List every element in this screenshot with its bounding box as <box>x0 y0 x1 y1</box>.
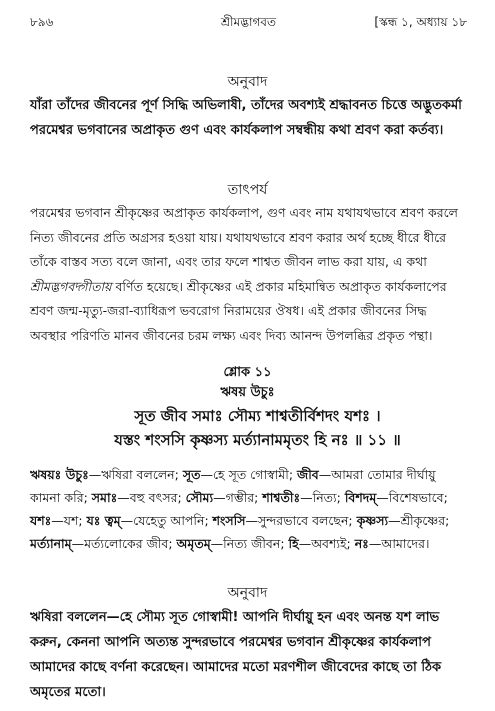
page-header <box>30 14 467 32</box>
verse-speaker: ঋষয় উচুঃ <box>220 385 275 400</box>
synonym-term: নঃ <box>354 536 369 551</box>
synonym-term: বিশদম্ <box>344 490 377 505</box>
synonym-meaning: ঋষিরা বললেন <box>101 467 175 482</box>
synonym-meaning: বহু বৎসর <box>129 490 178 505</box>
synonym-meaning: আমরা তোমার দীর্ঘায়ু কামনা করি <box>30 467 436 505</box>
synonym-term: যঃ ত্বম্ <box>86 513 121 528</box>
purport-text <box>30 201 467 348</box>
synonym-meaning: নিত্য <box>312 490 337 505</box>
translation-heading: অনুবাদ <box>227 74 268 90</box>
synonym-meaning: আমাদের <box>381 536 425 551</box>
verse-number: শ্লোক ১১ <box>223 365 272 380</box>
page-number: ৮৯৬ <box>30 15 54 29</box>
synonym-meaning: যেহেতু আপনি <box>133 513 205 528</box>
synonym-meaning: যশ <box>63 513 79 528</box>
synonym-meaning: হে সূত গোস্বামী <box>212 467 289 482</box>
translation-heading-2: অনুবাদ <box>227 585 268 601</box>
synonym-term: মর্ত্যানাম্ <box>30 536 72 551</box>
translation-text: যাঁরা তাঁদের জীবনের পূর্ণ সিদ্ধি অভিলাষী, তাঁদের অবশ্যই শ্রদ্ধাবনত চিত্তে অদ্ভুতকর্মা পরমেশ্বর ভগবানের অপ্রাকৃত গুণ এবং কার্যকলাপ সম্বন্ধীয় কথা শ্রবণ করা কর্তব্য। <box>30 98 462 138</box>
chapter-reference: [স্কন্ধ ১, অধ্যায় ১৮ <box>374 15 467 29</box>
synonym-term: ঋষয়ঃ উচুঃ <box>30 467 89 482</box>
synonym-term: যশঃ <box>30 513 52 528</box>
verse-line-1: সূত জীব সমাঃ সৌম্য শাশ্বতীর্বিশদং যশঃ । <box>134 407 381 425</box>
synonym-meaning: অবশ্যই <box>311 536 347 551</box>
verse-line-2: যস্তং শংসসি কৃষ্ণস্য মর্ত্যানামমৃতং হি নঃ ॥ ১১ ॥ <box>114 431 401 449</box>
purport-text-part-a: পরমেশ্বর ভগবান শ্রীকৃষ্ণের অপ্রাকৃত কার্যকলাপ, গুণ এবং নাম যথাযথভাবে শ্রবণ করলে নিত্য জীবনের প্রতি অগ্রসর হওয়া যায়। যথাযথভাবে শ্রবণ করার অর্থ হচ্ছে ধীরে ধীরে তাঁকে বাস্তব সত্য বলে জানা, এবং তার ফলে শাশ্বত জীবন লাভ করা যায়, এ কথা <box>30 205 458 269</box>
synonym-term: জীব <box>297 467 319 482</box>
gita-reference: শ্রীমদ্ভগবদ্গীতায় <box>30 278 112 294</box>
synonym-meaning: নিত্য জীবন <box>223 536 281 551</box>
synonyms-block: ঋষয়ঃ উচুঃ—ঋষিরা বললেন; সূত—হে সূত গোস্বামী; জীব—আমরা তোমার দীর্ঘায়ু কামনা করি; সমাঃ—বহু বৎসর; সৌম্য—গম্ভীর; শাশ্বতীঃ—নিত্য; বিশদম্—বিশেষভাবে; যশঃ—যশ; যঃ ত্বম্—যেহেতু আপনি; শংসসি—সুন্দরভাবে বলছেন; কৃষ্ণস্য—শ্রীকৃষ্ণের; মর্ত্যানাম্—মর্ত্যলোকের জীব; অমৃতম্—নিত্য জীবন; হি—অবশ্যই; নঃ—আমাদের। <box>30 467 450 551</box>
synonym-term: শংসসি <box>212 513 246 528</box>
synonym-meaning: বিশেষভাবে <box>388 490 444 505</box>
synonym-term: কৃষ্ণস্য <box>356 513 389 528</box>
synonym-term: সূত <box>182 467 201 482</box>
translation-text-2: ঋষিরা বললেন—হে সৌম্য সূত গোস্বামী! আপনি দীর্ঘায়ু হন এবং অনন্ত যশ লাভ করুন, কেননা আপনি অত্যন্ত সুন্দরভাবে পরমেশ্বর ভগবান শ্রীকৃষ্ণের কার্যকলাপ আমাদের কাছে বর্ণনা করেছেন। আমাদের মতো মরণশীল জীবেদের কাছে তা ঠিক অমৃতের মতো। <box>30 610 442 700</box>
purport-text-part-b: বর্ণিত হয়েছে। শ্রীকৃষ্ণের এই প্রকার মহিমান্বিত অপ্রাকৃত কার্যকলাপের শ্রবণ জন্ম-মৃত্যু-জরা-ব্যাধিরূপ ভবরোগ নিরাময়ের ঔষধ। এই প্রকার জীবনের সিদ্ধ অবস্থার পরিণতি মানব জীবনের চরম লক্ষ্য এবং দিব্য আনন্দ উপলব্ধির প্রকৃত পন্থা। <box>30 278 447 343</box>
purport-heading: তাৎপর্য <box>227 182 268 198</box>
synonym-meaning: সুন্দরভাবে বলছেন <box>258 513 349 528</box>
synonym-term: সৌম্য <box>185 490 214 505</box>
synonym-meaning: মর্ত্যলোকের জীব <box>84 536 169 551</box>
synonym-term: হি <box>288 536 299 551</box>
synonym-term: শাশ্বতীঃ <box>262 490 301 505</box>
book-title: শ্রীমদ্ভাগবত <box>220 15 276 29</box>
synonym-meaning: গম্ভীর <box>225 490 255 505</box>
synonym-term: অমৃতম্ <box>176 536 211 551</box>
synonym-meaning: শ্রীকৃষ্ণের <box>400 513 446 528</box>
synonym-term: সমাঃ <box>91 490 118 505</box>
